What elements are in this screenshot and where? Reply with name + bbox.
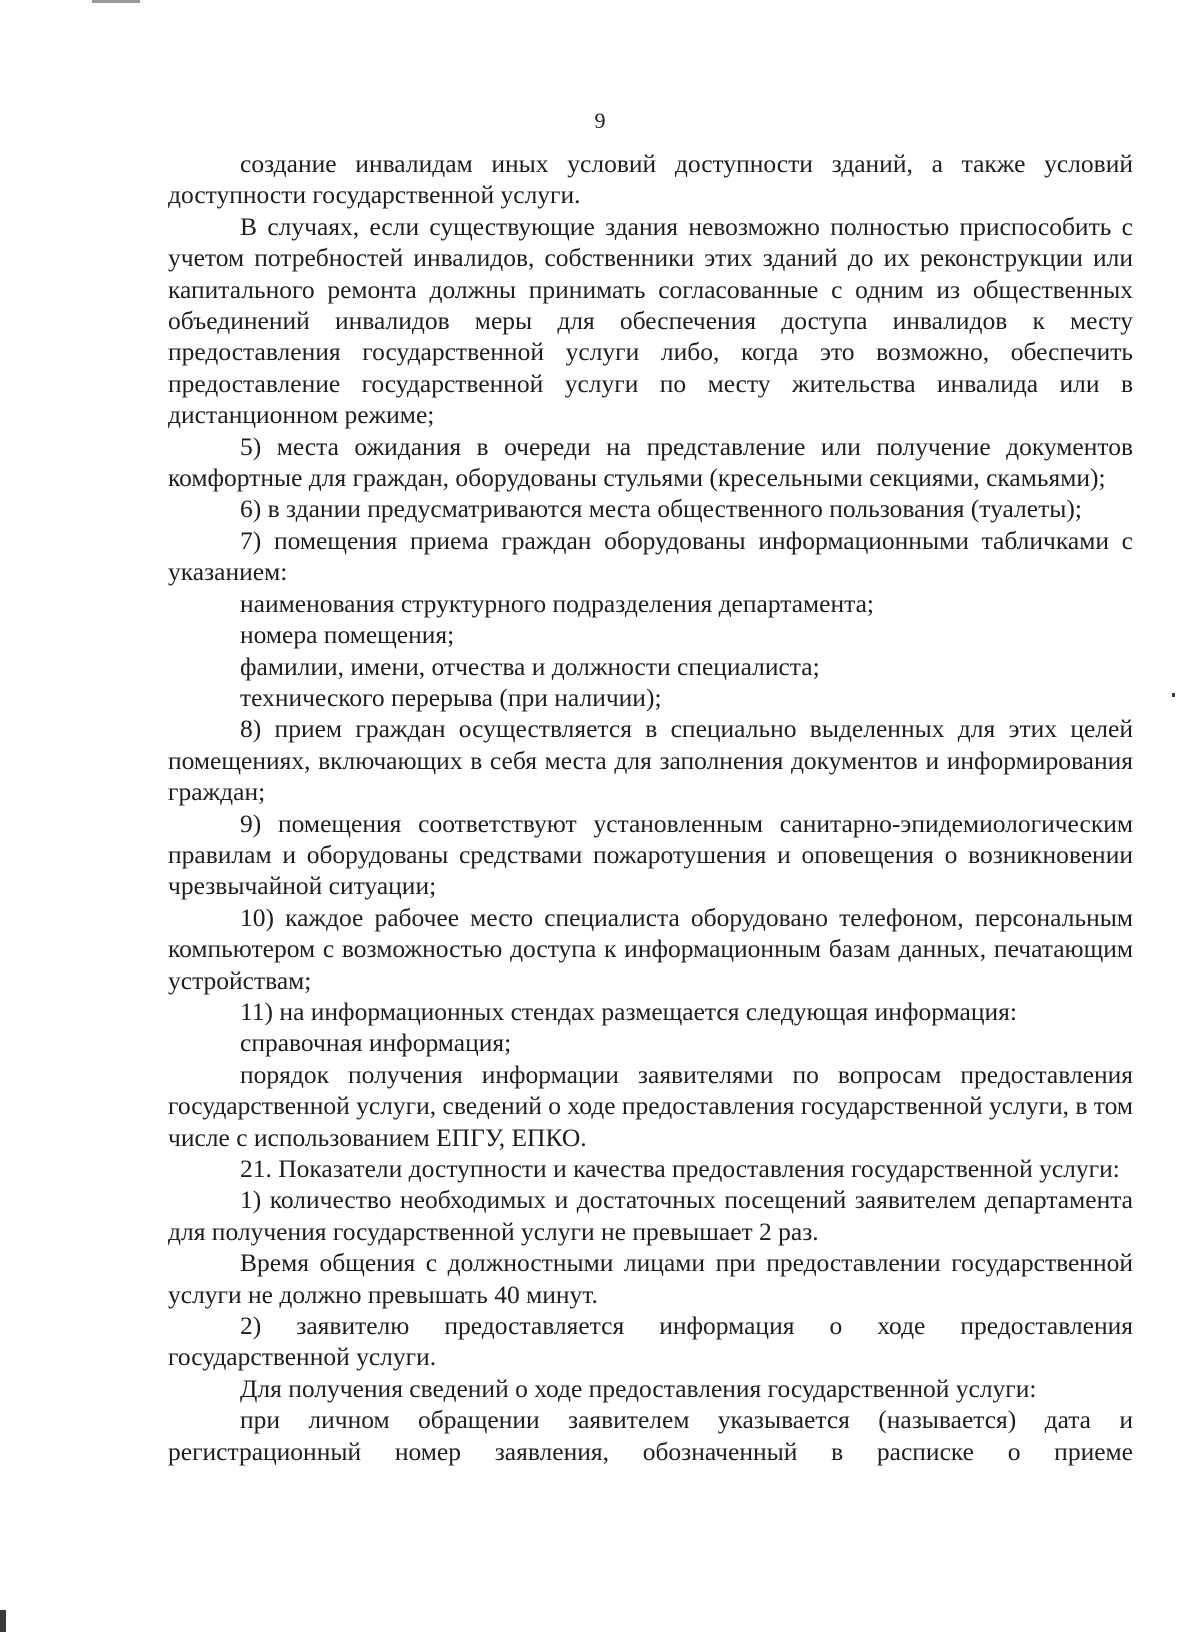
list-line: Для получения сведений о ходе предоставления государственной услуги: bbox=[240, 1373, 1037, 1403]
paragraph: В случаях, если существующие здания невозможно полностью приспособить с учетом потребностей инвалидов, собственники этих зданий до их реконструкции или капитального ремонта должны принимать согласованные с одним из общественных объединений инвалидов меры для обеспечения доступа инвалидов к месту предоставления государственной услуги либо, когда это возможно, обеспечить предоставление государственной услуги по месту жительства инвалида или в дистанционном режиме; bbox=[168, 211, 1133, 430]
paragraph: 1) количество необходимых и достаточных посещений заявителем департамента для получения государственной услуги не превышает 2 раз. bbox=[168, 1185, 1133, 1246]
paragraph: 2) заявителю предоставляется информация о ходе предоставления государственной услуги. bbox=[168, 1311, 1133, 1372]
paragraph: порядок получения информации заявителями по вопросам предоставления государственной услуги, сведений о ходе предоставления государственной услуги, в том числе с использованием ЕПГУ, ЕПКО. bbox=[168, 1059, 1134, 1152]
document-body bbox=[168, 148, 1133, 1467]
list-line: номера помещения; bbox=[240, 620, 455, 650]
paragraph: создание инвалидам иных условий доступности зданий, а также условий доступности государственной услуги. bbox=[168, 149, 1133, 210]
paragraph: 10) каждое рабочее место специалиста оборудовано телефоном, персональным компьютером с возможностью доступа к информационным базам данных, печатающим устройствам; bbox=[168, 902, 1133, 995]
paragraph: 8) прием граждан осуществляется в специально выделенных для этих целей помещениях, включающих в себя места для заполнения документов и информирования граждан; bbox=[168, 714, 1133, 807]
paragraph: 9) помещения соответствуют установленным санитарно-эпидемиологическим правилам и оборудованы средствами пожаротушения и оповещения о возникновении чрезвычайной ситуации; bbox=[168, 808, 1133, 901]
paragraph: 7) помещения приема граждан оборудованы информационными табличками с указанием: bbox=[168, 525, 1133, 587]
list-line: фамилии, имени, отчества и должности специалиста; bbox=[240, 651, 820, 681]
paragraph: 6) в здании предусматриваются места общественного пользования (туалеты); bbox=[240, 494, 1082, 524]
list-line: 11) на информационных стендах размещается следующая информация: bbox=[240, 996, 1017, 1026]
scan-artifact-bottom-left bbox=[0, 1610, 6, 1632]
list-line: технического перерыва (при наличии); bbox=[240, 682, 662, 712]
page-number: 9 bbox=[594, 108, 606, 133]
scan-artifact-right-dot bbox=[1172, 693, 1175, 697]
list-line: справочная информация; bbox=[240, 1028, 512, 1058]
paragraph: Время общения с должностными лицами при предоставлении государственной услуги не должно превышать 40 минут. bbox=[168, 1248, 1133, 1309]
paragraph: при личном обращении заявителем указывается (называется) дата и регистрационный номер заявления, обозначенный в расписке о приеме bbox=[168, 1405, 1133, 1466]
scan-artifact-top-left bbox=[92, 0, 140, 3]
list-line: наименования структурного подразделения департамента; bbox=[240, 588, 874, 618]
paragraph: 5) места ожидания в очереди на представление или получение документов комфортные для граждан, оборудованы стульями (кресельными секциями, скамьями); bbox=[168, 431, 1133, 493]
paragraph: 21. Показатели доступности и качества предоставления государственной услуги: bbox=[240, 1154, 1120, 1183]
